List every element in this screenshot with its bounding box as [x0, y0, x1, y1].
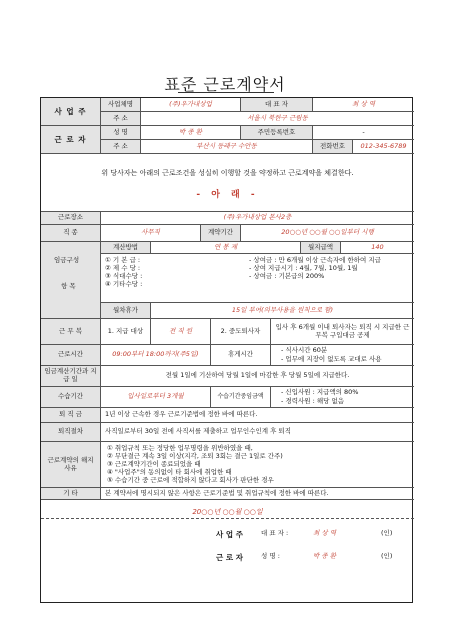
bonus-note-1: - 상여금 : 만 6개월 이상 근속자에 한하여 지급 [249, 256, 381, 264]
signature-block [41, 500, 414, 602]
below-heading: - 아 래 - [196, 190, 259, 200]
ceo-value[interactable]: 최 상 역 [313, 98, 414, 112]
vacation-value[interactable]: 15일 부여(의무사용을 원칙으로 함) [151, 303, 414, 319]
employee-address-label: 주 소 [101, 140, 141, 154]
period-value[interactable]: 20○○년 ○○월 ○○일부터 시행 [241, 225, 414, 242]
uniform-pay-value[interactable]: 전 직 원 [151, 319, 211, 345]
company-value[interactable]: (주)우가내상업 [141, 98, 241, 112]
termination-label: 근로계약의 해지사유 [41, 442, 101, 488]
payday-value: 전월 1일에 기산하여 당월 1일에 마감한 후 당월 5일에 지급한다. [101, 366, 414, 387]
wage-label-cell [41, 242, 101, 319]
intro-text: 위 당사자는 아래의 근로조건을 성실히 이행할 것을 약정하고 근로계약을 체결한다. [101, 169, 354, 177]
contract-date[interactable]: 20○○년 ○○월 ○○일 [192, 508, 263, 516]
company-label: 사업체명 [101, 98, 141, 112]
sign-employee-title: 성 명 : [261, 552, 280, 560]
wage-item-allowance: ② 제 수 당 : [105, 264, 141, 272]
vacation-label: 월차휴가 [101, 303, 151, 319]
hours-label: 근로시간 [41, 345, 101, 366]
sign-employer-role: 사 업 주 [216, 530, 243, 539]
termination-item-5: ⑤ 수습기간 중 근로에 적합하지 않다고 회사가 판단한 경우 [107, 476, 274, 484]
break-line-2: - 업무에 지장이 없도록 교대로 사용 [281, 355, 382, 363]
contract-form [40, 97, 413, 603]
resident-id-label: 주민등록번호 [241, 126, 313, 140]
ceo-label: 대 표 자 [241, 98, 313, 112]
calc-value[interactable]: 연 봉 제 [151, 242, 301, 254]
employee-name-label: 성 명 [101, 126, 141, 140]
bonus-note-3: - 상여금 : 기본급의 200% [249, 272, 325, 280]
probation-wage-line-2: - 경력사원 : 해당 없음 [281, 397, 345, 405]
bonus-note-2: - 상여 지급시기 : 4월, 7월, 10월, 1월 [249, 264, 358, 272]
workplace-value[interactable]: (주)우가내상업 본사2층 [101, 212, 414, 225]
period-label: 계약기간 [201, 225, 241, 242]
wage-label-top: 임금구성 [54, 256, 80, 264]
job-value[interactable]: 사무직 [101, 225, 201, 242]
wage-label-bottom: 항 목 [61, 282, 76, 290]
sign-employer-title: 대 표 자 : [261, 529, 289, 537]
break-block [271, 345, 414, 366]
employer-address-label: 주 소 [101, 112, 141, 126]
break-line-1: - 식사시간 60분 [281, 346, 328, 354]
calc-label: 계산방법 [101, 242, 151, 254]
payday-label: 임금계산기간과 지 급 일 [41, 366, 101, 387]
uniform-label: 근 무 복 [41, 319, 101, 345]
sign-employer-name[interactable]: 최 상 역 [313, 529, 336, 537]
uniform-retire-value: 입사 후 6개월 이내 퇴사자는 퇴직 시 지급한 근무복 구입대금 공제 [271, 319, 414, 345]
break-label: 휴게시간 [211, 345, 271, 366]
termination-item-2: ② 무단결근 계속 3일 이상(지각, 조퇴 3회는 결근 1일로 간주) [107, 452, 283, 460]
severance-label: 퇴 직 금 [41, 408, 101, 423]
other-label: 기 타 [41, 488, 101, 500]
employee-name-value[interactable]: 박 종 환 [141, 126, 241, 140]
probation-wage-line-1: - 신입사원 : 지급액의 80% [281, 388, 359, 396]
intro-block [41, 154, 414, 212]
amount-value[interactable]: 140 [341, 242, 414, 254]
termination-item-3: ③ 근로계약기간이 종료되었을 때 [107, 460, 201, 468]
employer-section-label: 사 업 주 [41, 98, 101, 126]
other-value: 본 계약서에 명시되지 않은 사항은 근로기준법 및 취업규칙에 정한 바에 따른다. [101, 488, 414, 500]
severance-value: 1년 이상 근속한 경우 근로기준법에 정한 바에 따른다. [101, 408, 414, 423]
probation-wage-block [271, 387, 414, 408]
sign-employee-name[interactable]: 박 종 환 [313, 552, 336, 560]
sign-employer-seal: (인) [381, 529, 393, 537]
termination-item-4: ④ "사업주"의 동의없이 타 회사에 취업한 때 [107, 468, 232, 476]
page-title: 표준 근로계약서 [164, 75, 286, 94]
employee-address-value[interactable]: 부산시 동래구 수안동 [141, 140, 313, 154]
hours-value[interactable]: 09:00부터 18:00까지(주5일) [101, 345, 211, 366]
wage-items-block [101, 254, 414, 303]
resident-id-value[interactable]: - [313, 126, 414, 140]
title-underline [178, 92, 274, 93]
sign-employee-role: 근 로 자 [216, 553, 243, 562]
uniform-pay-label: 1. 지급 대상 [101, 319, 151, 345]
wage-item-other: ④ 기타수당 : [105, 280, 143, 288]
probation-wage-label: 수습기간중임금액 [211, 387, 271, 408]
resign-label: 퇴직절차 [41, 423, 101, 442]
employee-section-label: 근 로 자 [41, 126, 101, 154]
phone-label: 전화번호 [313, 140, 353, 154]
resign-value: 사직일로부터 30일 전에 사직서를 제출하고 업무인수인계 후 퇴직 [101, 423, 414, 442]
date-underline [41, 508, 414, 519]
probation-label: 수습기간 [41, 387, 101, 408]
wage-item-meal: ③ 식대수당 : [105, 272, 143, 280]
uniform-retire-label: 2. 중도퇴사자 [211, 319, 271, 345]
termination-block [101, 442, 414, 488]
wage-item-base: ① 기 본 급 : [105, 256, 141, 264]
probation-value[interactable]: 입사일로부터 3개월 [101, 387, 211, 408]
job-label: 직 종 [41, 225, 101, 242]
amount-label: 월지급액 [301, 242, 341, 254]
sign-employee-seal: (인) [381, 552, 393, 560]
workplace-label: 근로장소 [41, 212, 101, 225]
phone-value[interactable]: 012-345-6789 [353, 140, 414, 154]
termination-item-1: ① 취업규칙 또는 정당한 업무명령을 위반하였을 때, [107, 444, 253, 452]
employer-address-value[interactable]: 서울시 북한구 근림동 [141, 112, 414, 126]
